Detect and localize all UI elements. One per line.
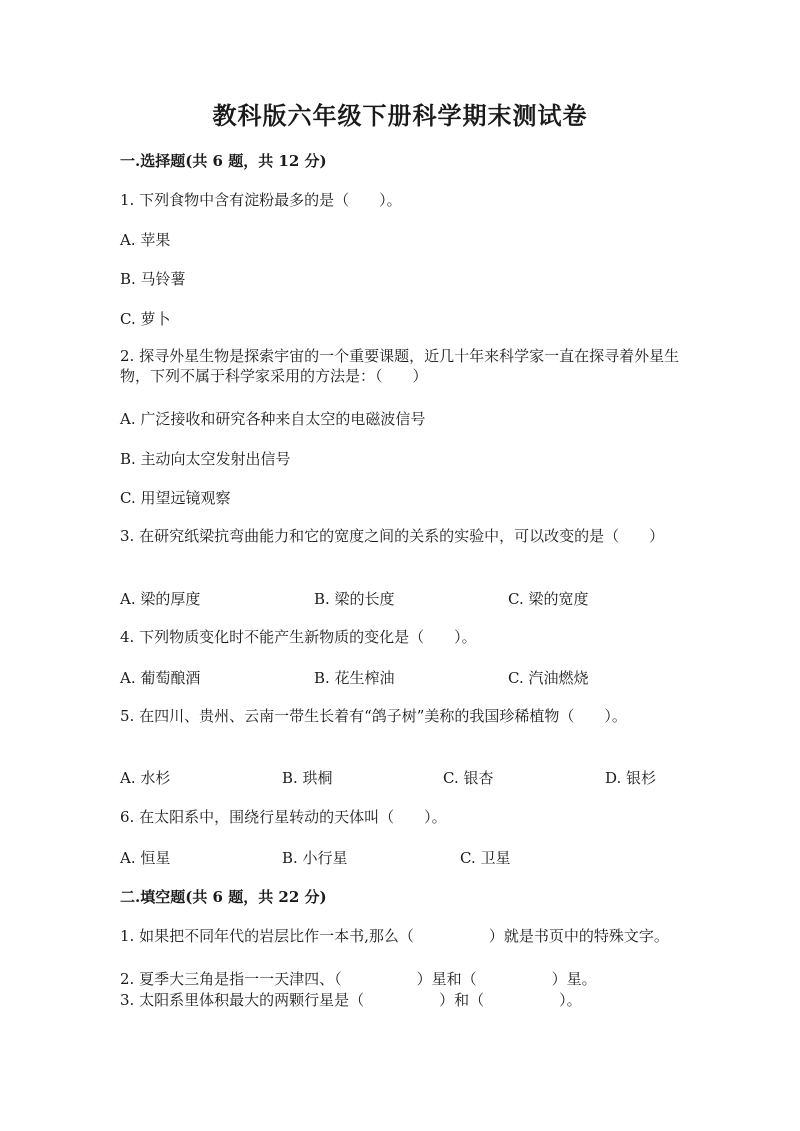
section-heading-fill: 二.填空题(共 6 题，共 22 分) xyxy=(120,888,327,906)
q1-option-c: C. 萝卜 xyxy=(120,310,171,328)
question-1: 1. 下列食物中含有淀粉最多的是（ ）。 xyxy=(120,191,402,209)
q2-option-c: C. 用望远镜观察 xyxy=(120,489,231,507)
q5-option-d: D. 银杉 xyxy=(605,769,657,787)
q5-option-a: A. 水杉 xyxy=(120,769,171,787)
q2-option-b: B. 主动向太空发射出信号 xyxy=(120,450,291,468)
fill-item-2: 2. 夏季大三角是指一一天津四、（ ）星和（ ）星。 xyxy=(120,970,597,988)
page-title: 教科版六年级下册科学期末测试卷 xyxy=(212,101,588,130)
question-2: 2. 探寻外星生物是探索宇宙的一个重要课题，近几十年来科学家一直在探寻着外星生物，下列不属于科学家采用的方法是：（ ） xyxy=(120,347,680,385)
q1-option-a: A. 苹果 xyxy=(120,231,171,249)
q5-option-c: C. 银杏 xyxy=(443,769,494,787)
q3-option-c: C. 梁的宽度 xyxy=(508,590,589,608)
q1-option-b: B. 马铃薯 xyxy=(120,270,186,288)
q4-option-a: A. 葡萄酿酒 xyxy=(120,669,201,687)
question-3: 3. 在研究纸梁抗弯曲能力和它的宽度之间的关系的实验中，可以改变的是（ ） xyxy=(120,527,665,545)
q6-option-a: A. 恒星 xyxy=(120,849,171,867)
q3-option-a: A. 梁的厚度 xyxy=(120,590,201,608)
question-6: 6. 在太阳系中，围绕行星转动的天体叫（ ）。 xyxy=(120,808,447,826)
q6-option-b: B. 小行星 xyxy=(282,849,348,867)
q5-option-b: B. 珙桐 xyxy=(282,769,333,787)
question-4: 4. 下列物质变化时不能产生新物质的变化是（ ）。 xyxy=(120,628,477,646)
q6-option-c: C. 卫星 xyxy=(460,849,511,867)
question-5: 5. 在四川、贵州、云南一带生长着有“鸽子树”美称的我国珍稀植物（ ）。 xyxy=(120,707,627,725)
q3-option-b: B. 梁的长度 xyxy=(314,590,395,608)
fill-item-1: 1. 如果把不同年代的岩层比作一本书,那么（ ）就是书页中的特殊文字。 xyxy=(120,927,669,945)
fill-item-3: 3. 太阳系里体积最大的两颗行星是（ ）和（ ）。 xyxy=(120,991,582,1009)
q4-option-c: C. 汽油燃烧 xyxy=(508,669,589,687)
q2-option-a: A. 广泛接收和研究各种来自太空的电磁波信号 xyxy=(120,410,426,428)
section-heading-choice: 一.选择题(共 6 题，共 12 分) xyxy=(120,152,327,170)
q4-option-b: B. 花生榨油 xyxy=(314,669,395,687)
